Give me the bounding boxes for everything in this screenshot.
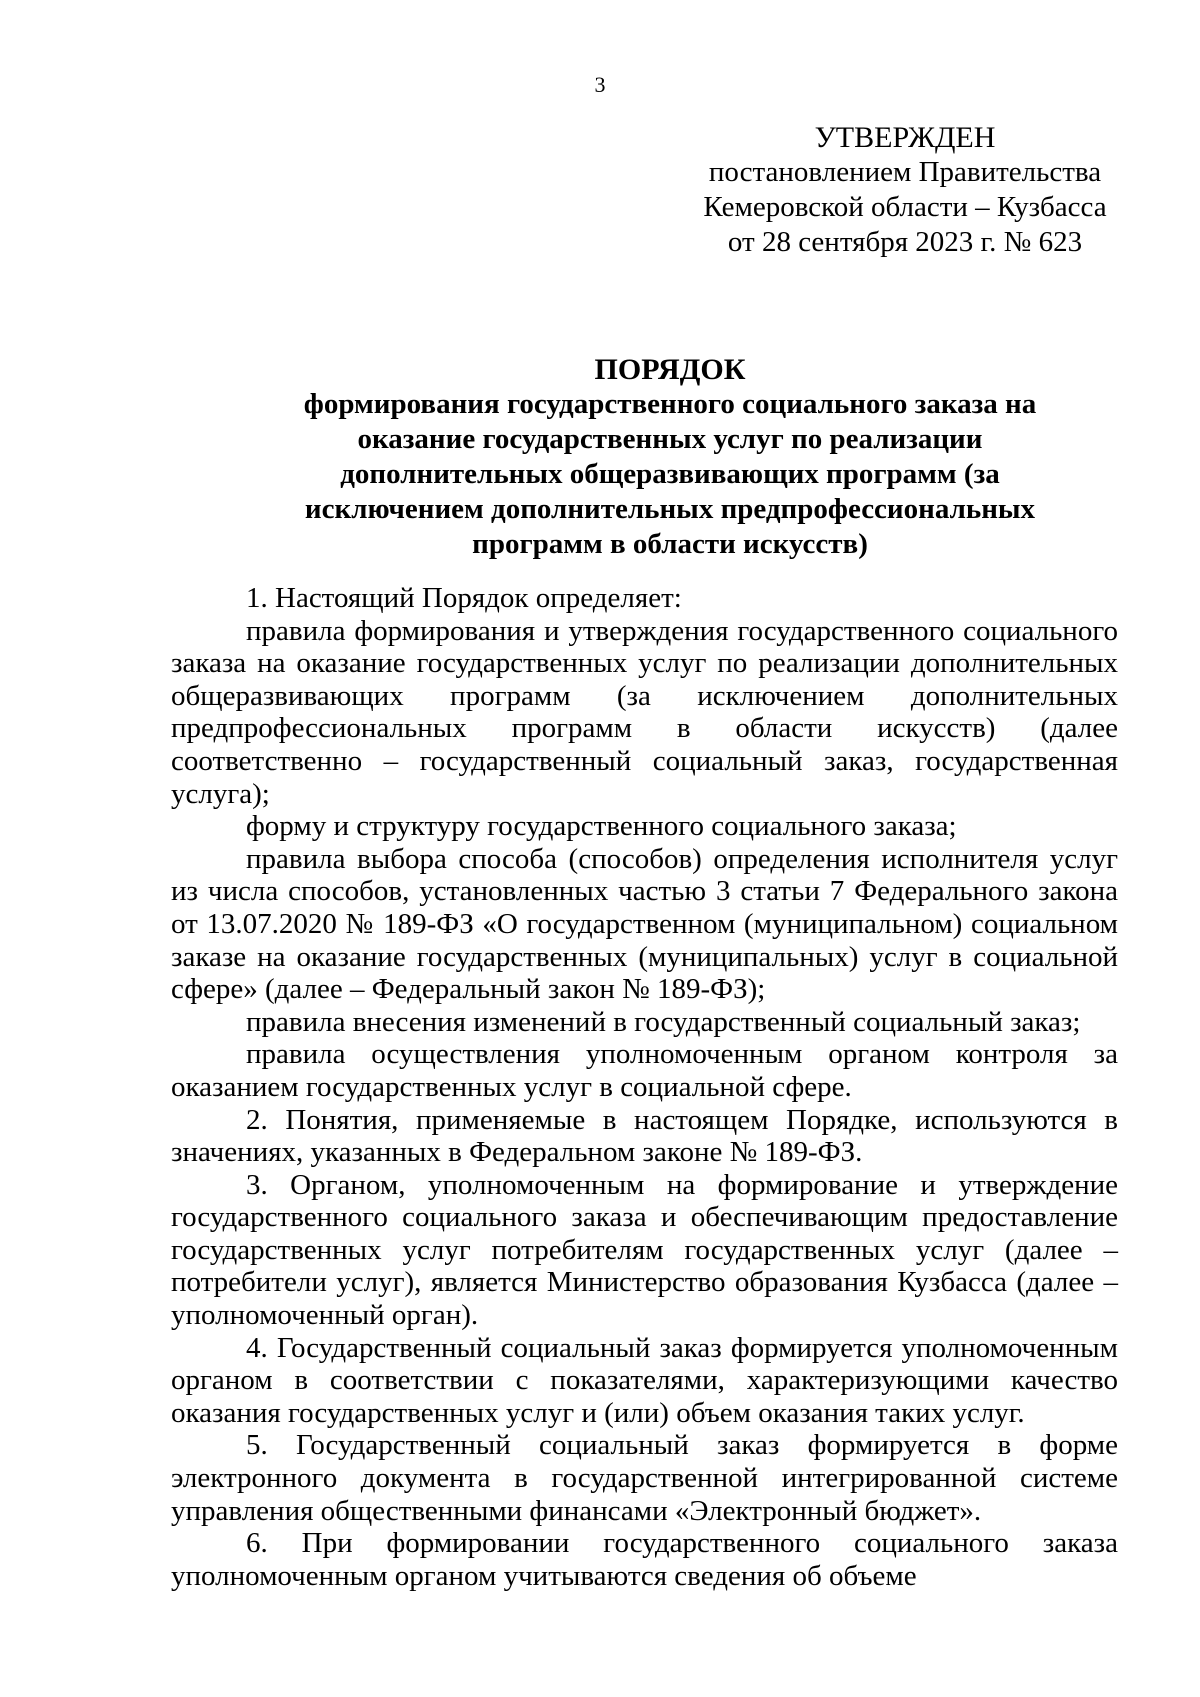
title-line-2: оказание государственных услуг по реализации bbox=[357, 423, 983, 455]
approval-stamp bbox=[690, 120, 1120, 260]
document-title bbox=[170, 352, 1170, 562]
page-number: 3 bbox=[594, 72, 606, 97]
title-line-4: исключением дополнительных предпрофессиональных bbox=[304, 493, 1036, 525]
paragraph-7: 2. Понятия, применяемые в настоящем Порядке, используются в значениях, указанных в Федеральном законе № 189-ФЗ. bbox=[171, 1103, 1118, 1169]
paragraph-2: правила формирования и утверждения государственного социального заказа на оказание государственных услуг по реализации дополнительных общеразвивающих программ (за исключением дополнительных предпрофессиональных программ в области искусств) (далее соответственно – государственный социальный заказ, государственная услуга); bbox=[171, 614, 1118, 810]
paragraph-6: правила осуществления уполномоченным органом контроля за оказанием государственных услуг в социальной сфере. bbox=[171, 1038, 1118, 1103]
paragraph-1: 1. Настоящий Порядок определяет: bbox=[246, 582, 682, 614]
title-line-1: формирования государственного социального заказа на bbox=[303, 388, 1037, 420]
title-line-5: программ в области искусств) bbox=[472, 528, 868, 560]
document-body bbox=[171, 582, 1118, 1592]
approval-heading: УТВЕРЖДЕН bbox=[814, 121, 996, 154]
paragraph-10: 5. Государственный социальный заказ формируется в форме электронного документа в государственной интегрированной системе управления общественными финансами «Электронный бюджет». bbox=[171, 1429, 1118, 1527]
approval-line-1: постановлением Правительства bbox=[708, 156, 1102, 188]
approval-line-2: Кемеровской области – Кузбасса bbox=[703, 191, 1107, 223]
paragraph-9: 4. Государственный социальный заказ формируется уполномоченным органом в соответствии с показателями, характеризующими качество оказания государственных услуг и (или) объем оказания таких услуг. bbox=[171, 1331, 1118, 1429]
paragraph-5: правила внесения изменений в государственный социальный заказ; bbox=[246, 1005, 1081, 1038]
paragraph-3: форму и структуру государственного социального заказа; bbox=[246, 810, 957, 843]
approval-line-3: от 28 сентября 2023 г. № 623 bbox=[727, 226, 1083, 258]
title-main: ПОРЯДОК bbox=[594, 353, 746, 386]
paragraph-4: правила выбора способа (способов) определения исполнителя услуг из числа способов, установленных частью 3 статьи 7 Федерального закона от 13.07.2020 № 189-ФЗ «О государственном (муниципальном) социальном заказе на оказание государственных (муниципальных) услуг в социальной сфере» (далее – Федеральный закон № 189-ФЗ); bbox=[171, 842, 1118, 1006]
paragraph-8: 3. Органом, уполномоченным на формирование и утверждение государственного социального заказа и обеспечивающим предоставление государственных услуг потребителям государственных услуг (далее – потребители услуг), является Министерство образования Кузбасса (далее – уполномоченный орган). bbox=[171, 1168, 1118, 1332]
paragraph-11: 6. При формировании государственного социального заказа уполномоченным органом учитываются сведения об объеме bbox=[171, 1527, 1118, 1592]
title-line-3: дополнительных общеразвивающих программ (за bbox=[340, 458, 1000, 490]
